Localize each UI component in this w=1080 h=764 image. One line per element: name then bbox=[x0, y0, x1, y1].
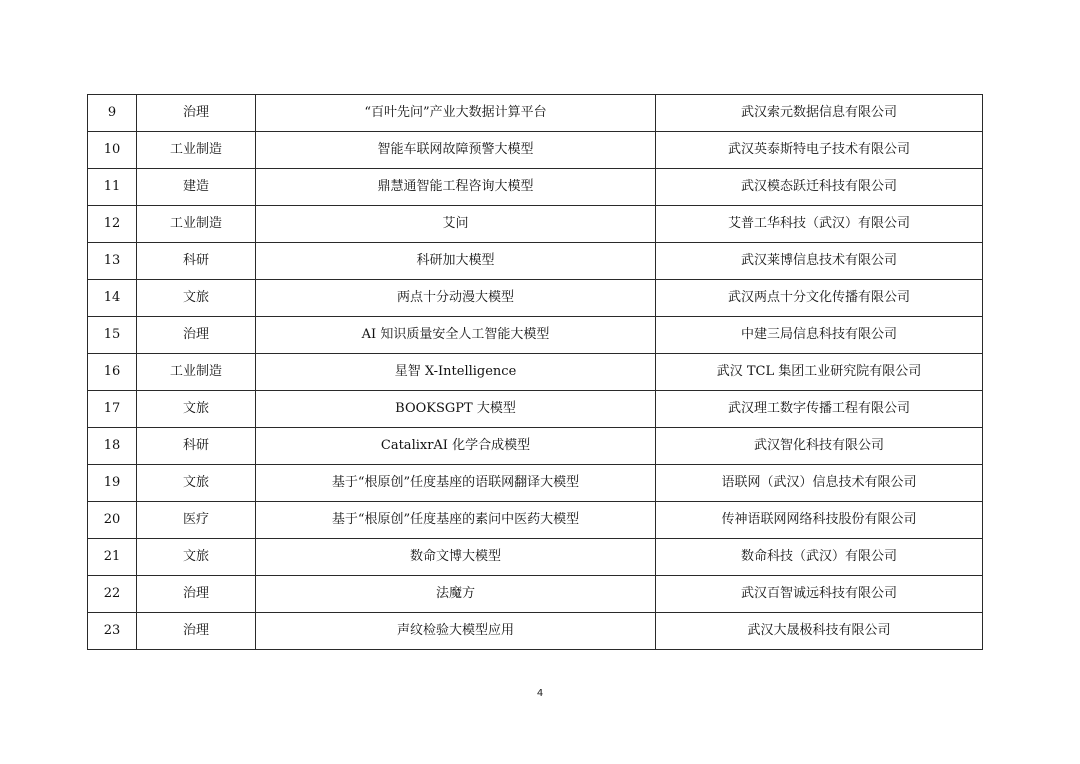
model-name-cell: 数命文博大模型 bbox=[256, 539, 656, 576]
company-cell: 武汉理工数字传播工程有限公司 bbox=[656, 391, 983, 428]
model-name-cell: 基于“根原创”任度基座的素问中医药大模型 bbox=[256, 502, 656, 539]
field-cell: 文旅 bbox=[137, 391, 256, 428]
table-row bbox=[88, 317, 983, 354]
table-row bbox=[88, 465, 983, 502]
table-row bbox=[88, 502, 983, 539]
table-row bbox=[88, 206, 983, 243]
company-cell: 武汉百智诚远科技有限公司 bbox=[656, 576, 983, 613]
table-row bbox=[88, 391, 983, 428]
company-cell: 艾普工华科技（武汉）有限公司 bbox=[656, 206, 983, 243]
model-name-cell: 科研加大模型 bbox=[256, 243, 656, 280]
table-row bbox=[88, 576, 983, 613]
company-cell: 武汉两点十分文化传播有限公司 bbox=[656, 280, 983, 317]
field-cell: 治理 bbox=[137, 576, 256, 613]
company-cell: 数命科技（武汉）有限公司 bbox=[656, 539, 983, 576]
table-body bbox=[88, 95, 983, 650]
model-name-cell: 两点十分动漫大模型 bbox=[256, 280, 656, 317]
model-name-cell: BOOKSGPT 大模型 bbox=[256, 391, 656, 428]
table-row bbox=[88, 280, 983, 317]
row-number-cell: 13 bbox=[88, 243, 137, 280]
table-row bbox=[88, 132, 983, 169]
model-name-cell: 鼎慧通智能工程咨询大模型 bbox=[256, 169, 656, 206]
field-cell: 工业制造 bbox=[137, 354, 256, 391]
company-cell: 武汉大晟极科技有限公司 bbox=[656, 613, 983, 650]
model-name-cell: 声纹检验大模型应用 bbox=[256, 613, 656, 650]
row-number-cell: 23 bbox=[88, 613, 137, 650]
row-number-cell: 19 bbox=[88, 465, 137, 502]
row-number-cell: 17 bbox=[88, 391, 137, 428]
row-number-cell: 11 bbox=[88, 169, 137, 206]
table-row bbox=[88, 428, 983, 465]
field-cell: 文旅 bbox=[137, 465, 256, 502]
field-cell: 文旅 bbox=[137, 539, 256, 576]
row-number-cell: 14 bbox=[88, 280, 137, 317]
company-cell: 传神语联网网络科技股份有限公司 bbox=[656, 502, 983, 539]
row-number-cell: 15 bbox=[88, 317, 137, 354]
field-cell: 工业制造 bbox=[137, 206, 256, 243]
row-number-cell: 16 bbox=[88, 354, 137, 391]
model-list-table bbox=[87, 94, 983, 650]
page-number: 4 bbox=[536, 688, 544, 699]
company-cell: 武汉智化科技有限公司 bbox=[656, 428, 983, 465]
company-cell: 武汉莱博信息技术有限公司 bbox=[656, 243, 983, 280]
field-cell: 治理 bbox=[137, 613, 256, 650]
table-row bbox=[88, 243, 983, 280]
model-name-cell: AI 知识质量安全人工智能大模型 bbox=[256, 317, 656, 354]
table-row bbox=[88, 95, 983, 132]
field-cell: 治理 bbox=[137, 95, 256, 132]
model-name-cell: CatalixrAI 化学合成模型 bbox=[256, 428, 656, 465]
model-name-cell: 基于“根原创”任度基座的语联网翻译大模型 bbox=[256, 465, 656, 502]
row-number-cell: 10 bbox=[88, 132, 137, 169]
field-cell: 科研 bbox=[137, 428, 256, 465]
table-row bbox=[88, 539, 983, 576]
model-name-cell: 艾问 bbox=[256, 206, 656, 243]
company-cell: 武汉模态跃迁科技有限公司 bbox=[656, 169, 983, 206]
field-cell: 科研 bbox=[137, 243, 256, 280]
field-cell: 治理 bbox=[137, 317, 256, 354]
row-number-cell: 12 bbox=[88, 206, 137, 243]
row-number-cell: 20 bbox=[88, 502, 137, 539]
company-cell: 中建三局信息科技有限公司 bbox=[656, 317, 983, 354]
row-number-cell: 18 bbox=[88, 428, 137, 465]
table-row bbox=[88, 169, 983, 206]
field-cell: 医疗 bbox=[137, 502, 256, 539]
table-row bbox=[88, 354, 983, 391]
row-number-cell: 21 bbox=[88, 539, 137, 576]
company-cell: 武汉 TCL 集团工业研究院有限公司 bbox=[656, 354, 983, 391]
model-name-cell: 星智 X-Intelligence bbox=[256, 354, 656, 391]
company-cell: 武汉索元数据信息有限公司 bbox=[656, 95, 983, 132]
row-number-cell: 22 bbox=[88, 576, 137, 613]
company-cell: 武汉英泰斯特电子技术有限公司 bbox=[656, 132, 983, 169]
field-cell: 文旅 bbox=[137, 280, 256, 317]
model-name-cell: 智能车联网故障预警大模型 bbox=[256, 132, 656, 169]
field-cell: 工业制造 bbox=[137, 132, 256, 169]
company-cell: 语联网（武汉）信息技术有限公司 bbox=[656, 465, 983, 502]
field-cell: 建造 bbox=[137, 169, 256, 206]
model-name-cell: “百叶先问”产业大数据计算平台 bbox=[256, 95, 656, 132]
model-name-cell: 法魔方 bbox=[256, 576, 656, 613]
table-row bbox=[88, 613, 983, 650]
row-number-cell: 9 bbox=[88, 95, 137, 132]
